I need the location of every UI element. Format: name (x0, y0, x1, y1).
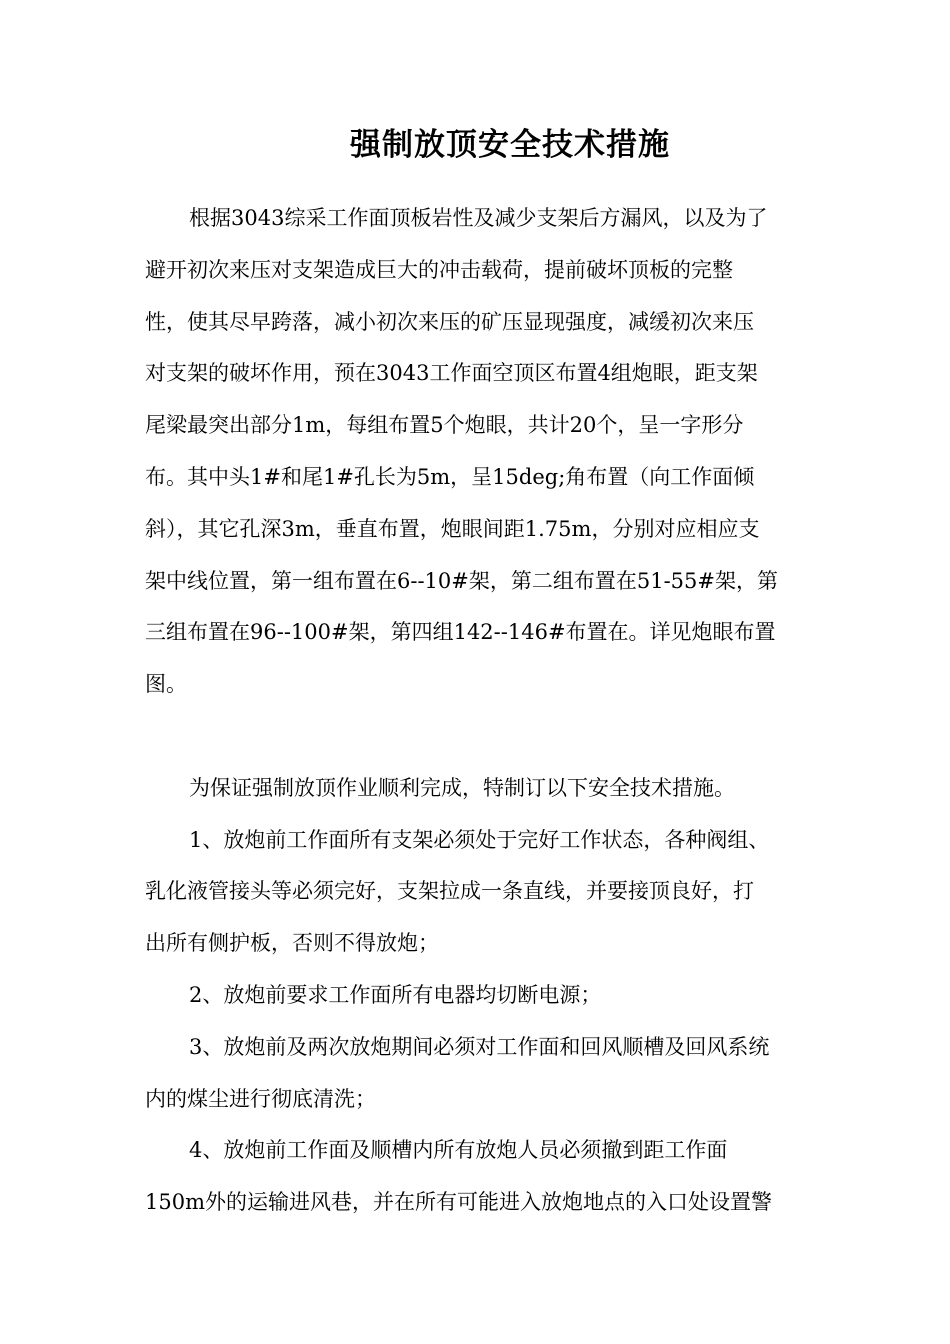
paragraph-intro (145, 763, 807, 815)
paragraph-line: 内的煤尘进行彻底清洗； (145, 1086, 376, 1111)
paragraph-line: 出所有侧护板，否则不得放炮； (145, 931, 439, 956)
measure-item-4 (145, 1125, 807, 1229)
document-body (145, 193, 807, 1229)
paragraph-line: 为保证强制放顶作业顺利完成，特制订以下安全技术措施。 (189, 775, 735, 800)
paragraph-line: 150m外的运输进风巷，并在所有可能进入放炮地点的入口处设置警 (145, 1190, 772, 1215)
paragraph-line: 性，使其尽早跨落，减小初次来压的矿压显现强度，减缓初次来压 (145, 309, 754, 334)
paragraph-line: 布。其中头1#和尾1#孔长为5m，呈15deg;角布置（向工作面倾 (145, 464, 755, 489)
paragraph-background (145, 193, 807, 711)
paragraph-line: 架中线位置，第一组布置在6--10#架，第二组布置在51-55#架，第 (145, 568, 779, 593)
paragraph-line: 对支架的破坏作用，预在3043工作面空顶区布置4组炮眼，距支架 (145, 361, 758, 386)
document-title: 强制放顶安全技术措施 (350, 127, 670, 163)
paragraph-line: 尾梁最突出部分1m，每组布置5个炮眼，共计20个，呈一字形分 (145, 413, 744, 438)
blank-line (145, 711, 807, 763)
paragraph-line: 图。 (145, 672, 187, 697)
paragraph-line: 4、放炮前工作面及顺槽内所有放炮人员必须撤到距工作面 (189, 1138, 728, 1163)
paragraph-line: 根据3043综采工作面顶板岩性及减少支架后方漏风，以及为了 (189, 206, 768, 230)
measure-item-3 (145, 1022, 807, 1126)
paragraph-line: 2、放炮前要求工作面所有电器均切断电源； (189, 982, 602, 1007)
paragraph-line: 三组布置在96--100#架，第四组142--146#布置在。详见炮眼布置 (145, 620, 776, 645)
measure-item-1 (145, 815, 807, 970)
paragraph-line: 避开初次来压对支架造成巨大的冲击载荷，提前破坏顶板的完整 (145, 257, 733, 282)
paragraph-line: 乳化液管接头等必须完好，支架拉成一条直线，并要接顶良好，打 (145, 879, 754, 904)
paragraph-line: 斜），其它孔深3m，垂直布置，炮眼间距1.75m，分别对应相应支 (145, 516, 760, 541)
paragraph-line: 3、放炮前及两次放炮期间必须对工作面和回风顺槽及回风系统 (189, 1034, 770, 1059)
paragraph-line: 1、放炮前工作面所有支架必须处于完好工作状态，各种阀组、 (189, 827, 770, 852)
measure-item-2 (145, 970, 807, 1022)
